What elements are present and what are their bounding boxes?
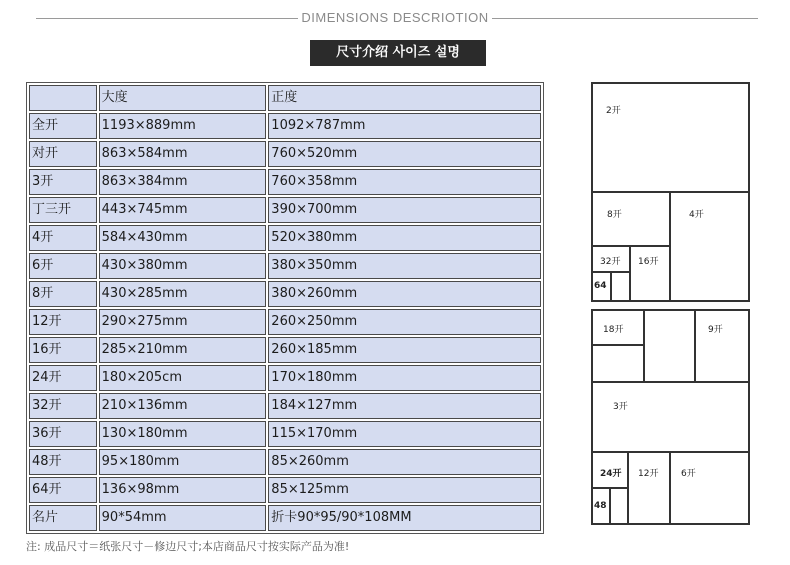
label-12kai: 12开 [638,469,659,479]
label-18kai: 18开 [603,325,624,335]
zhengdu-size-cell: 170×180mm [268,365,541,391]
cell-8kai [591,191,671,247]
dadu-size-cell: 210×136mm [99,393,267,419]
label-32kai: 32开 [600,257,621,267]
size-name-cell: 48开 [29,449,97,475]
size-name-cell: 4开 [29,225,97,251]
cell-48kai-b [609,487,629,525]
zhengdu-size-cell: 184×127mm [268,393,541,419]
header-line-right [492,18,758,19]
cell-18kai-bottom [591,344,645,383]
zhengdu-size-cell: 520×380mm [268,225,541,251]
size-name-cell: 24开 [29,365,97,391]
zhengdu-size-cell: 85×260mm [268,449,541,475]
dadu-size-cell: 95×180mm [99,449,267,475]
table-row [29,309,541,335]
dadu-size-cell: 136×98mm [99,477,267,503]
zhengdu-size-cell: 85×125mm [268,477,541,503]
label-24kai: 24开 [600,469,622,479]
zhengdu-size-cell: 760×358mm [268,169,541,195]
dadu-size-cell: 180×205cm [99,365,267,391]
zhengdu-size-cell: 115×170mm [268,421,541,447]
table-row [29,477,541,503]
cell-3kai [591,381,750,453]
dadu-size-cell: 430×380mm [99,253,267,279]
dadu-size-cell: 290×275mm [99,309,267,335]
zhengdu-size-cell: 390×700mm [268,197,541,223]
zhengdu-size-cell: 折卡90*95/90*108MM [268,505,541,531]
label-9kai: 9开 [708,325,723,335]
cell-6kai [669,451,750,525]
size-name-cell: 6开 [29,253,97,279]
zhengdu-size-cell: 1092×787mm [268,113,541,139]
header-cell-zhengdu: 正度 [268,85,541,111]
dadu-size-cell: 90*54mm [99,505,267,531]
table-row [29,141,541,167]
label-6kai: 6开 [681,469,696,479]
label-2kai: 2开 [606,106,621,116]
section-subtitle: 尺寸介绍 사이즈 설명 [310,40,486,66]
cell-64kai-b [610,271,631,302]
dadu-size-cell: 285×210mm [99,337,267,363]
dadu-size-cell: 130×180mm [99,421,267,447]
size-name-cell: 3开 [29,169,97,195]
table-row [29,113,541,139]
dadu-size-cell: 1193×889mm [99,113,267,139]
zhengdu-size-cell: 380×260mm [268,281,541,307]
paper-split-diagram-1 [591,82,750,302]
label-8kai: 8开 [607,210,622,220]
zhengdu-size-cell: 380×350mm [268,253,541,279]
zhengdu-size-cell: 260×185mm [268,337,541,363]
table-row [29,281,541,307]
size-table [26,82,544,534]
table-row [29,365,541,391]
size-name-cell: 36开 [29,421,97,447]
header-cell-dadu: 大度 [99,85,267,111]
size-name-cell: 8开 [29,281,97,307]
label-64: 64 [594,281,607,291]
label-3kai: 3开 [613,402,628,412]
size-name-cell: 对开 [29,141,97,167]
dadu-size-cell: 443×745mm [99,197,267,223]
zhengdu-size-cell: 760×520mm [268,141,541,167]
table-row [29,505,541,531]
header-line-left [36,18,298,19]
footnote: 注: 成品尺寸＝纸张尺寸－修边尺寸;本店商品尺寸按实际产品为准! [26,540,350,553]
cell-9kai-b [694,309,750,383]
paper-split-diagram-2 [591,309,750,525]
table-row [29,421,541,447]
table-row [29,337,541,363]
size-name-cell: 丁三开 [29,197,97,223]
cell-4kai [669,191,750,302]
cell-12kai [627,451,671,525]
zhengdu-size-cell: 260×250mm [268,309,541,335]
size-name-cell: 16开 [29,337,97,363]
table-header-row [29,85,541,111]
table-row [29,225,541,251]
size-name-cell: 64开 [29,477,97,503]
dadu-size-cell: 863×384mm [99,169,267,195]
header-cell-empty [29,85,97,111]
page-title: DIMENSIONS DESCRIOTION [301,10,489,25]
table-row [29,449,541,475]
table-row [29,393,541,419]
dadu-size-cell: 863×584mm [99,141,267,167]
table-row [29,253,541,279]
size-name-cell: 全开 [29,113,97,139]
table-row [29,169,541,195]
cell-9kai-a [643,309,696,383]
size-name-cell: 名片 [29,505,97,531]
table-row [29,197,541,223]
label-48: 48 [594,501,607,511]
dadu-size-cell: 430×285mm [99,281,267,307]
dadu-size-cell: 584×430mm [99,225,267,251]
size-name-cell: 32开 [29,393,97,419]
size-name-cell: 12开 [29,309,97,335]
label-4kai: 4开 [689,210,704,220]
label-16kai: 16开 [638,257,659,267]
